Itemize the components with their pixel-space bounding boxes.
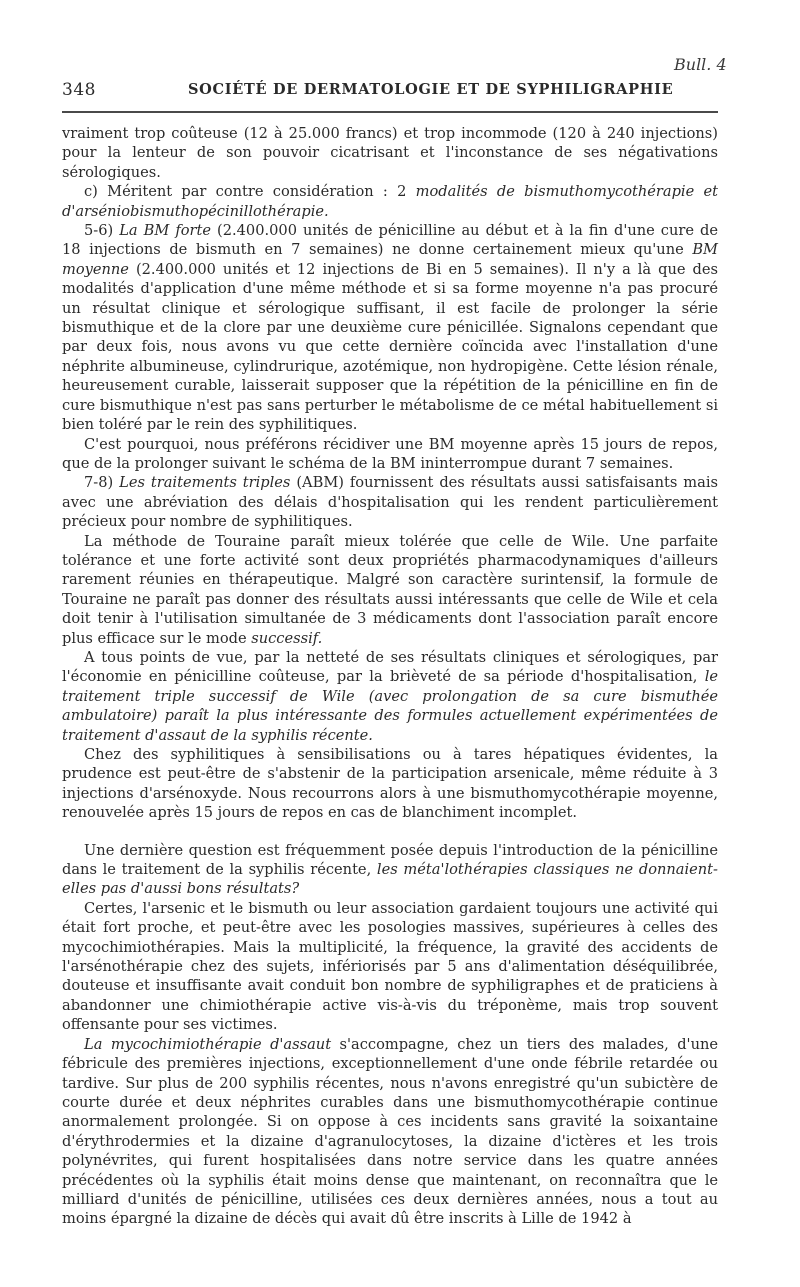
- text-run: C'est pourquoi, nous préférons récidiver une BM moyenne après 15 jours de repos, que de la prolonger suivant le schéma de la BM ininterrompue durant 7 semaines.: [62, 435, 718, 472]
- paragraph: [62, 124, 718, 182]
- header-rule: [62, 111, 718, 113]
- text-run: Chez des syphilitiques à sensibilisations ou à tares hépatiques évidentes, la prudence est peut-être de s'abstenir de la participation arsenicale, même réduite à 3 injections d'arsénoxyde. Nous recourrons alors à une bismuthomycothérapie moyenne, renouvelée après 15 jours de repos en cas de blanchiment incomplet.: [62, 746, 718, 822]
- article-body: [62, 124, 718, 1229]
- text-run: (ABM) fournissent des résultats aussi satisfaisants mais avec une abréviation des délais d'hospitalisation qui les rendent particulièrement précieux pour nombre de syphilitiques.: [62, 474, 718, 531]
- paragraph: [62, 841, 718, 899]
- page-number: 348: [62, 80, 96, 100]
- text-run: 7-8): [84, 474, 120, 492]
- text-run: c) Méritent par contre considération : 2: [84, 183, 416, 201]
- italic-text-run: Les traitements triples: [119, 474, 291, 492]
- italic-text-run: le traitement triple successif de Wile (avec prolongation de sa cure bismuthée ambulatoire) paraît la plus intéressante des formules actuellement expérimentées de traitement d'assaut de la syphilis récente.: [62, 668, 718, 744]
- text-run: La méthode de Touraine paraît mieux tolérée que celle de Wile. Une parfaite tolérance et une forte activité sont deux propriétés pharmacodynamiques d'ailleurs rarement réunies en thérapeutique. Malgré son caractère surintensif, la formule de Touraine ne paraît pas donner des résultats aussi intéressants que celle de Wile et cela doit tenir à l'utilisation simultanée de 3 médicaments dont l'association paraît encore plus efficace sur le mode: [62, 532, 718, 647]
- text-run: 5-6): [84, 222, 120, 240]
- text-run: (2.400.000 unités et 12 injections de Bi en 5 semaines). Il n'y a là que des modalités d'application d'une même méthode et si sa forme moyenne n'a pas procuré un résultat clinique et sérologique suffisant, il est facile de prolonger la série bismuthique et de la clore par une deuxième cure pénicillée. Signalons cependant que par deux fois, nous avons vu que cette dernière coïncida avec l'installation d'une néphrite albumineuse, cylindrurique, azotémique, non hydropigène. Cette lésion rénale, heureusement curable, laisserait supposer que la répétition de la pénicilline en fin de cure bismuthique n'est pas sans perturber le métabolisme de ce métal habituellement si bien toléré par le rein des syphilitiques.: [62, 260, 718, 434]
- text-run: (2.400.000 unités de pénicilline au début et à la fin d'une cure de 18 injections de bismuth en 7 semaines) ne donne certainement mieux qu'une: [62, 222, 718, 259]
- italic-text-run: La BM forte: [119, 222, 211, 240]
- running-header: [62, 80, 718, 102]
- text-run: Une dernière question est fréquemment posée depuis l'introduction de la pénicilline dans le traitement de la syphilis récente,: [62, 841, 718, 879]
- running-title: SOCIÉTÉ DE DERMATOLOGIE ET DE SYPHILIGRAPHIE: [188, 81, 674, 98]
- text-run: A tous points de vue, par la netteté de ses résultats cliniques et sérologiques, par l'économie en pénicilline coûteuse, par la brièveté de sa période d'hospitalisation,: [62, 648, 718, 686]
- text-run: Certes, l'arsenic et le bismuth ou leur association gardaient toujours une activité qui était fort proche, et peut-être avec les posologies massives, supérieures à celles des mycochimiothérapies. Mais la multiplicité, la fréquence, la gravité des accidents de l'arsénothérapie chez des sujets, infériorisés par 5 ans d'alimentation déséquilibrée, douteuse et insuffisante avait conduit bon nombre de syphiligraphes et de praticiens à abandonner une chimiothérapie active vis-à-vis du tréponème, mais trop souvent offensante pour ses victimes.: [62, 899, 718, 1034]
- italic-text-run: BM moyenne: [62, 241, 718, 278]
- text-run: s'accompagne, chez un tiers des malades, d'une fébricule des premières injections, exceptionnellement d'une onde fébrile retardée ou tardive. Sur plus de 200 syphilis récentes, nous n'avons enregistré qu'un subictère de courte durée et deux néphrites curables dans une bismuthomycothérapie continue anormalement prolongée. Si on oppose à ces incidents sans gravité la soixantaine d'érythrodermies et la dizaine d'agranulocytoses, la dizaine d'ictères et les trois polynévrites, qui furent hospitalisées dans notre service dans les quatre années précédentes où la syphilis était moins dense que maintenant, on reconnaîtra que le milliard d'unités de pénicilline, utilisées ces deux dernières années, nous a tout au moins épargné la dizaine de décès qui avait dû être inscrits à Lille de 1942 à: [62, 1035, 718, 1228]
- paragraph: [62, 182, 718, 221]
- italic-text-run: La mycochimiothérapie d'assaut: [84, 1035, 332, 1053]
- paragraph: [62, 435, 718, 474]
- paragraph: [62, 745, 718, 823]
- paragraph: [62, 221, 718, 434]
- italic-text-run: les méta'lothérapies classiques ne donnaient-elles pas d'aussi bons résultats?: [62, 861, 718, 898]
- paragraph: [62, 473, 718, 531]
- paragraph: [62, 532, 718, 648]
- bulletin-mark: Bull. 4: [674, 55, 727, 74]
- paragraph: [62, 648, 718, 745]
- paragraph: [62, 1035, 718, 1229]
- italic-text-run: successif.: [251, 629, 323, 647]
- italic-text-run: modalités de bismuthomycothérapie et d'arséniobismuthopécinillothérapie.: [62, 183, 718, 220]
- text-run: vraiment trop coûteuse (12 à 25.000 francs) et trop incommode (120 à 240 injections) pour la lenteur de son pouvoir cicatrisant et l'inconstance de ses négativations sérologiques.: [62, 125, 718, 181]
- paragraph: [62, 899, 718, 1035]
